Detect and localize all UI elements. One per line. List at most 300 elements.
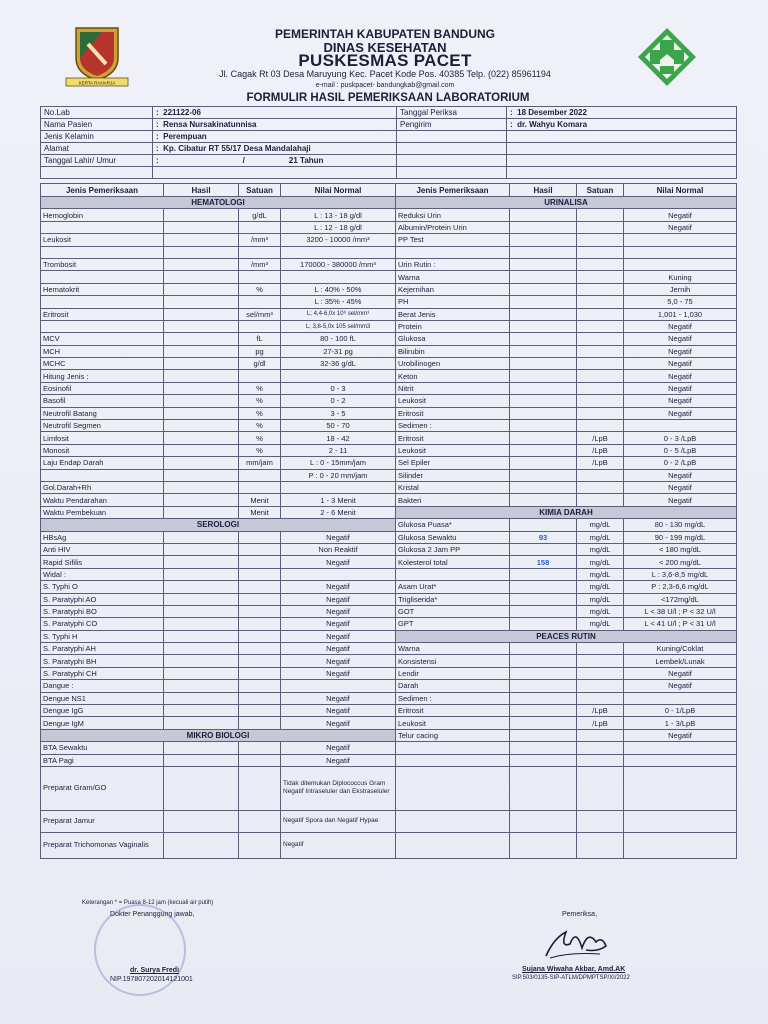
left-result xyxy=(164,692,239,704)
right-test-name: Leukosit xyxy=(396,395,510,407)
right-normal-value xyxy=(624,692,737,704)
right-unit xyxy=(577,333,624,345)
left-unit xyxy=(239,271,281,283)
right-test-name: Silinder xyxy=(396,469,510,481)
left-unit xyxy=(239,618,281,630)
right-unit: mg/dL xyxy=(577,543,624,555)
right-unit: /LpB xyxy=(577,432,624,444)
right-unit xyxy=(577,370,624,382)
empty-cell xyxy=(507,167,737,179)
left-result xyxy=(164,221,239,233)
left-unit xyxy=(239,246,281,258)
colon: : xyxy=(510,108,513,117)
right-result xyxy=(510,469,577,481)
jenis-kelamin-text: Perempuan xyxy=(163,132,207,141)
left-unit: g/dl xyxy=(239,358,281,370)
left-result xyxy=(164,556,239,568)
left-normal-value: 27-31 pg xyxy=(281,345,396,357)
left-normal-value: Negatif xyxy=(281,643,396,655)
left-normal-value: Negatif xyxy=(281,832,396,858)
left-result xyxy=(164,444,239,456)
left-result xyxy=(164,667,239,679)
right-normal-value: 1,001 - 1,030 xyxy=(624,308,737,320)
right-unit xyxy=(577,481,624,493)
table-row xyxy=(41,457,737,469)
right-normal-value: < 200 mg/dL xyxy=(624,556,737,568)
left-test-name: Gol.Darah+Rh xyxy=(41,481,164,493)
right-normal-value: 0 - 3 /LpB xyxy=(624,432,737,444)
table-row xyxy=(41,766,737,810)
nama-pasien-text: Rensa Nursakinatunnisa xyxy=(163,120,257,129)
left-unit xyxy=(239,370,281,382)
left-test-name: Leukosit xyxy=(41,234,164,246)
right-test-name: Darah xyxy=(396,680,510,692)
right-result xyxy=(510,296,577,308)
right-test-name: Eritrosit xyxy=(396,407,510,419)
right-empty-cell xyxy=(577,766,624,810)
left-unit xyxy=(239,568,281,580)
right-unit xyxy=(577,395,624,407)
right-unit xyxy=(577,345,624,357)
right-result xyxy=(510,519,577,531)
right-result xyxy=(510,754,577,766)
left-test-name: Waktu Pembekuan xyxy=(41,506,164,518)
right-result xyxy=(510,320,577,332)
right-result xyxy=(510,605,577,617)
nama-pasien-value xyxy=(153,119,397,131)
right-result xyxy=(510,481,577,493)
table-row xyxy=(41,320,737,332)
right-empty-cell xyxy=(624,810,737,832)
col-normal-right: Nilai Normal xyxy=(624,184,737,197)
left-result xyxy=(164,754,239,766)
right-normal-value: L < 41 U/l ; P < 31 U/l xyxy=(624,618,737,630)
left-test-name: HBsAg xyxy=(41,531,164,543)
right-normal-value: Negatif xyxy=(624,729,737,741)
left-unit xyxy=(239,742,281,754)
tanggal-periksa-text: 18 Desember 2022 xyxy=(517,108,587,117)
right-normal-value: Negatif xyxy=(624,333,737,345)
right-normal-value: <172mg/dL xyxy=(624,593,737,605)
left-unit xyxy=(239,581,281,593)
right-result xyxy=(510,705,577,717)
table-row xyxy=(41,729,737,741)
right-unit xyxy=(577,655,624,667)
right-normal-value xyxy=(624,742,737,754)
right-result xyxy=(510,643,577,655)
col-hasil-right: Hasil xyxy=(510,184,577,197)
left-normal-value: Non Reaktif xyxy=(281,543,396,555)
table-row xyxy=(41,345,737,357)
left-unit: Menit xyxy=(239,506,281,518)
right-test-name: GOT xyxy=(396,605,510,617)
right-normal-value: Negatif xyxy=(624,680,737,692)
left-test-name: Hitung Jenis : xyxy=(41,370,164,382)
right-test-name: GPT xyxy=(396,618,510,630)
left-test-name xyxy=(41,221,164,233)
col-jenis-left: Jenis Pemeriksaan xyxy=(41,184,164,197)
right-test-name: Glukosa 2 Jam PP xyxy=(396,543,510,555)
colon: : xyxy=(156,156,159,165)
left-result xyxy=(164,531,239,543)
right-test-name: Eritrosit xyxy=(396,705,510,717)
right-unit: mg/dL xyxy=(577,556,624,568)
bandung-regency-emblem-icon xyxy=(62,24,132,88)
tanggal-periksa-value xyxy=(507,107,737,119)
left-unit: /mm³ xyxy=(239,258,281,270)
left-test-name: S. Paratyphi BH xyxy=(41,655,164,667)
pengirim-value xyxy=(507,119,737,131)
table-row xyxy=(41,494,737,506)
left-test-name: Hematokrit xyxy=(41,283,164,295)
right-result xyxy=(510,568,577,580)
left-unit xyxy=(239,643,281,655)
right-normal-value: Negatif xyxy=(624,407,737,419)
left-unit xyxy=(239,655,281,667)
empty-cell xyxy=(507,131,737,143)
right-test-name: Kolesterol total xyxy=(396,556,510,568)
table-row xyxy=(41,556,737,568)
right-empty-cell xyxy=(510,766,577,810)
right-normal-value: Kuning xyxy=(624,271,737,283)
right-normal-value xyxy=(624,420,737,432)
left-test-name: Dengue IgG xyxy=(41,705,164,717)
right-normal-value xyxy=(624,754,737,766)
right-test-name: PP Test xyxy=(396,234,510,246)
no-lab-label: No.Lab xyxy=(41,107,153,119)
table-row xyxy=(41,407,737,419)
right-unit: mg/dL xyxy=(577,593,624,605)
right-unit: mg/dL xyxy=(577,568,624,580)
left-test-name: Dangue : xyxy=(41,680,164,692)
right-unit: /LpB xyxy=(577,444,624,456)
right-normal-value: Lembek/Lunak xyxy=(624,655,737,667)
left-normal-value: 2 - 11 xyxy=(281,444,396,456)
right-empty-cell xyxy=(624,832,737,858)
left-normal-value: L; 3,8-5,0x 105 sel/mm3 xyxy=(281,320,396,332)
right-normal-value: L : 3,6-8,5 mg/dL xyxy=(624,568,737,580)
left-normal-value: L : 40% - 50% xyxy=(281,283,396,295)
right-result xyxy=(510,271,577,283)
right-result xyxy=(510,221,577,233)
table-row xyxy=(41,605,737,617)
left-unit: % xyxy=(239,407,281,419)
empty-cell xyxy=(507,143,737,155)
left-normal-value: L; 4,4-6,0x 10⁶ sel/mm³ xyxy=(281,308,396,320)
right-result xyxy=(510,345,577,357)
table-row xyxy=(41,568,737,580)
left-test-name: BTA Pagi xyxy=(41,754,164,766)
right-unit xyxy=(577,246,624,258)
left-test-name: Trombosit xyxy=(41,258,164,270)
jenis-kelamin-value xyxy=(153,131,397,143)
right-result xyxy=(510,407,577,419)
col-normal-left: Nilai Normal xyxy=(281,184,396,197)
left-unit: pg xyxy=(239,345,281,357)
left-unit xyxy=(239,680,281,692)
left-section-header: MIKRO BIOLOGI xyxy=(41,729,396,741)
left-unit: % xyxy=(239,432,281,444)
table-row xyxy=(41,680,737,692)
right-test-name: Glukosa Sewaktu xyxy=(396,531,510,543)
left-result xyxy=(164,345,239,357)
right-normal-value: 80 - 130 mg/dL xyxy=(624,519,737,531)
left-unit: Menit xyxy=(239,494,281,506)
right-empty-cell xyxy=(624,766,737,810)
table-row xyxy=(41,481,737,493)
table-row xyxy=(41,832,737,858)
results-body xyxy=(41,197,737,859)
table-row xyxy=(41,283,737,295)
left-test-name: S. Paratyphi AO xyxy=(41,593,164,605)
left-test-name: Hemoglobin xyxy=(41,209,164,221)
left-normal-value: 32-36 g/dL xyxy=(281,358,396,370)
left-test-name: Limfosit xyxy=(41,432,164,444)
right-test-name: Glukosa Puasa* xyxy=(396,519,510,531)
left-result xyxy=(164,358,239,370)
table-row xyxy=(41,221,737,233)
col-satuan-left: Satuan xyxy=(239,184,281,197)
table-row xyxy=(41,370,737,382)
right-result xyxy=(510,457,577,469)
right-result xyxy=(510,680,577,692)
table-row xyxy=(41,432,737,444)
right-normal-value: Negatif xyxy=(624,370,737,382)
left-normal-value xyxy=(281,680,396,692)
left-test-name: Eritrosit xyxy=(41,308,164,320)
right-normal-value: Kuning/Coklat xyxy=(624,643,737,655)
right-normal-value: L < 38 U/l ; P < 32 U/l xyxy=(624,605,737,617)
right-unit xyxy=(577,643,624,655)
left-normal-value: L : 13 - 18 g/dl xyxy=(281,209,396,221)
right-unit xyxy=(577,667,624,679)
right-result xyxy=(510,742,577,754)
col-hasil-left: Hasil xyxy=(164,184,239,197)
right-unit xyxy=(577,258,624,270)
left-unit xyxy=(239,469,281,481)
right-normal-value: Negatif xyxy=(624,481,737,493)
ttl-separator: / xyxy=(242,156,245,165)
right-unit xyxy=(577,271,624,283)
left-test-name: S. Typhi H xyxy=(41,630,164,642)
left-unit xyxy=(239,221,281,233)
alamat-text: Kp. Cibatur RT 55/17 Desa Mandalahaji xyxy=(163,144,311,153)
pengirim-label: Pengirim xyxy=(397,119,507,131)
right-unit xyxy=(577,382,624,394)
left-result xyxy=(164,605,239,617)
left-test-name: BTA Sewaktu xyxy=(41,742,164,754)
left-result xyxy=(164,680,239,692)
left-test-name: Laju Endap Darah xyxy=(41,457,164,469)
empty-cell xyxy=(397,167,507,179)
right-unit xyxy=(577,308,624,320)
left-normal-value: Negatif xyxy=(281,618,396,630)
pengirim-text: dr. Wahyu Komara xyxy=(517,120,588,129)
left-normal-value: P : 0 - 20 mm/jam xyxy=(281,469,396,481)
left-result xyxy=(164,457,239,469)
left-result xyxy=(164,717,239,729)
left-result xyxy=(164,742,239,754)
right-result xyxy=(510,494,577,506)
left-unit: fL xyxy=(239,333,281,345)
alamat-label: Alamat xyxy=(41,143,153,155)
table-row xyxy=(41,519,737,531)
left-normal-value: 50 - 70 xyxy=(281,420,396,432)
colon: : xyxy=(510,120,513,129)
left-unit xyxy=(239,692,281,704)
right-result xyxy=(510,444,577,456)
left-unit xyxy=(239,543,281,555)
email-line: e-mail : puskpacet- bandungkab@gmail.com xyxy=(315,82,455,89)
empty-cell xyxy=(397,131,507,143)
left-result xyxy=(164,407,239,419)
right-test-name xyxy=(396,742,510,754)
left-result xyxy=(164,593,239,605)
table-row xyxy=(41,717,737,729)
empty-cell xyxy=(41,167,153,179)
right-unit xyxy=(577,754,624,766)
left-normal-value: 0 - 3 xyxy=(281,382,396,394)
pemeriksa-label: Pemeriksa, xyxy=(562,911,598,918)
left-test-name: Basofil xyxy=(41,395,164,407)
right-unit xyxy=(577,742,624,754)
right-result xyxy=(510,234,577,246)
right-normal-value xyxy=(624,246,737,258)
right-test-name: Glukosa xyxy=(396,333,510,345)
nama-pasien-label: Nama Pasien xyxy=(41,119,153,131)
left-test-name: Eosinofil xyxy=(41,382,164,394)
right-normal-value: Negatif xyxy=(624,221,737,233)
left-result xyxy=(164,705,239,717)
left-unit xyxy=(239,717,281,729)
table-row xyxy=(41,308,737,320)
col-satuan-right: Satuan xyxy=(577,184,624,197)
right-unit: mg/dL xyxy=(577,519,624,531)
left-normal-value: Negatif xyxy=(281,581,396,593)
table-row xyxy=(41,667,737,679)
left-normal-value: Negatif xyxy=(281,717,396,729)
table-row xyxy=(41,420,737,432)
left-result xyxy=(164,506,239,518)
left-test-name xyxy=(41,320,164,332)
left-unit: % xyxy=(239,395,281,407)
left-unit: sel/mm³ xyxy=(239,308,281,320)
left-result xyxy=(164,469,239,481)
right-result xyxy=(510,420,577,432)
right-test-name: Trigliserida* xyxy=(396,593,510,605)
left-test-name: MCH xyxy=(41,345,164,357)
left-normal-value: 3 - 5 xyxy=(281,407,396,419)
left-normal-value: Negatif xyxy=(281,593,396,605)
table-row xyxy=(41,296,737,308)
left-result xyxy=(164,283,239,295)
table-row xyxy=(41,258,737,270)
left-result xyxy=(164,494,239,506)
left-unit: mm/jam xyxy=(239,457,281,469)
left-section-header: SEROLOGI xyxy=(41,519,396,531)
right-normal-value: Negatif xyxy=(624,382,737,394)
left-normal-value: L : 0 - 15mm/jam xyxy=(281,457,396,469)
left-unit xyxy=(239,832,281,858)
right-normal-value: Negatif xyxy=(624,345,737,357)
left-result xyxy=(164,333,239,345)
left-normal-value: Negatif xyxy=(281,692,396,704)
right-normal-value: 1 - 3/LpB xyxy=(624,717,737,729)
table-row xyxy=(41,333,737,345)
right-empty-cell xyxy=(396,766,510,810)
right-result xyxy=(510,382,577,394)
right-test-name: Sedimen : xyxy=(396,420,510,432)
table-row xyxy=(41,358,737,370)
left-normal-value: Negatif xyxy=(281,630,396,642)
right-test-name: Reduksi Urin xyxy=(396,209,510,221)
right-normal-value: P : 2,3-6,6 mg/dL xyxy=(624,581,737,593)
right-test-name: Bakteri xyxy=(396,494,510,506)
right-test-name: Albumin/Protein Urin xyxy=(396,221,510,233)
right-test-name: Kristal xyxy=(396,481,510,493)
right-result xyxy=(510,308,577,320)
left-result xyxy=(164,630,239,642)
signature-icon xyxy=(540,918,620,964)
right-section-header: KIMIA DARAH xyxy=(396,506,737,518)
left-normal-value: L : 12 - 18 g/dl xyxy=(281,221,396,233)
left-result xyxy=(164,581,239,593)
right-result xyxy=(510,667,577,679)
left-result xyxy=(164,643,239,655)
left-normal-value: Negatif xyxy=(281,556,396,568)
table-row xyxy=(41,581,737,593)
left-unit xyxy=(239,556,281,568)
right-test-name: Leukosit xyxy=(396,444,510,456)
right-unit: mg/dL xyxy=(577,531,624,543)
puskesmas-cross-logo-icon xyxy=(636,26,698,88)
right-empty-cell xyxy=(577,810,624,832)
left-unit xyxy=(239,667,281,679)
left-test-name: S. Paratyphi CH xyxy=(41,667,164,679)
right-result xyxy=(510,246,577,258)
left-test-name: Preparat Jamur xyxy=(41,810,164,832)
left-test-name: S. Paratyphi CO xyxy=(41,618,164,630)
left-result xyxy=(164,370,239,382)
left-result xyxy=(164,246,239,258)
table-row xyxy=(41,754,737,766)
dokter-nip: NIP.197807202014121001 xyxy=(110,976,193,983)
pemeriksa-sip: SIP.503/0135-SIP-ATLM/DPMPTSP/XI/2022 xyxy=(512,975,630,981)
right-normal-value: Negatif xyxy=(624,320,737,332)
left-result xyxy=(164,258,239,270)
table-row xyxy=(41,444,737,456)
right-result xyxy=(510,283,577,295)
left-normal-value xyxy=(281,271,396,283)
left-test-name: S. Paratyphi BO xyxy=(41,605,164,617)
table-row xyxy=(41,197,737,209)
right-result xyxy=(510,258,577,270)
table-row xyxy=(41,395,737,407)
table-row xyxy=(41,692,737,704)
left-unit: g/dL xyxy=(239,209,281,221)
left-test-name: Neutrofil Segmen xyxy=(41,420,164,432)
left-unit xyxy=(239,531,281,543)
right-unit xyxy=(577,729,624,741)
right-test-name: Eritrosit xyxy=(396,432,510,444)
left-test-name: MCV xyxy=(41,333,164,345)
right-unit: mg/dL xyxy=(577,605,624,617)
right-empty-cell xyxy=(510,832,577,858)
left-result xyxy=(164,568,239,580)
left-result xyxy=(164,271,239,283)
right-normal-value: Negatif xyxy=(624,494,737,506)
right-result xyxy=(510,618,577,630)
